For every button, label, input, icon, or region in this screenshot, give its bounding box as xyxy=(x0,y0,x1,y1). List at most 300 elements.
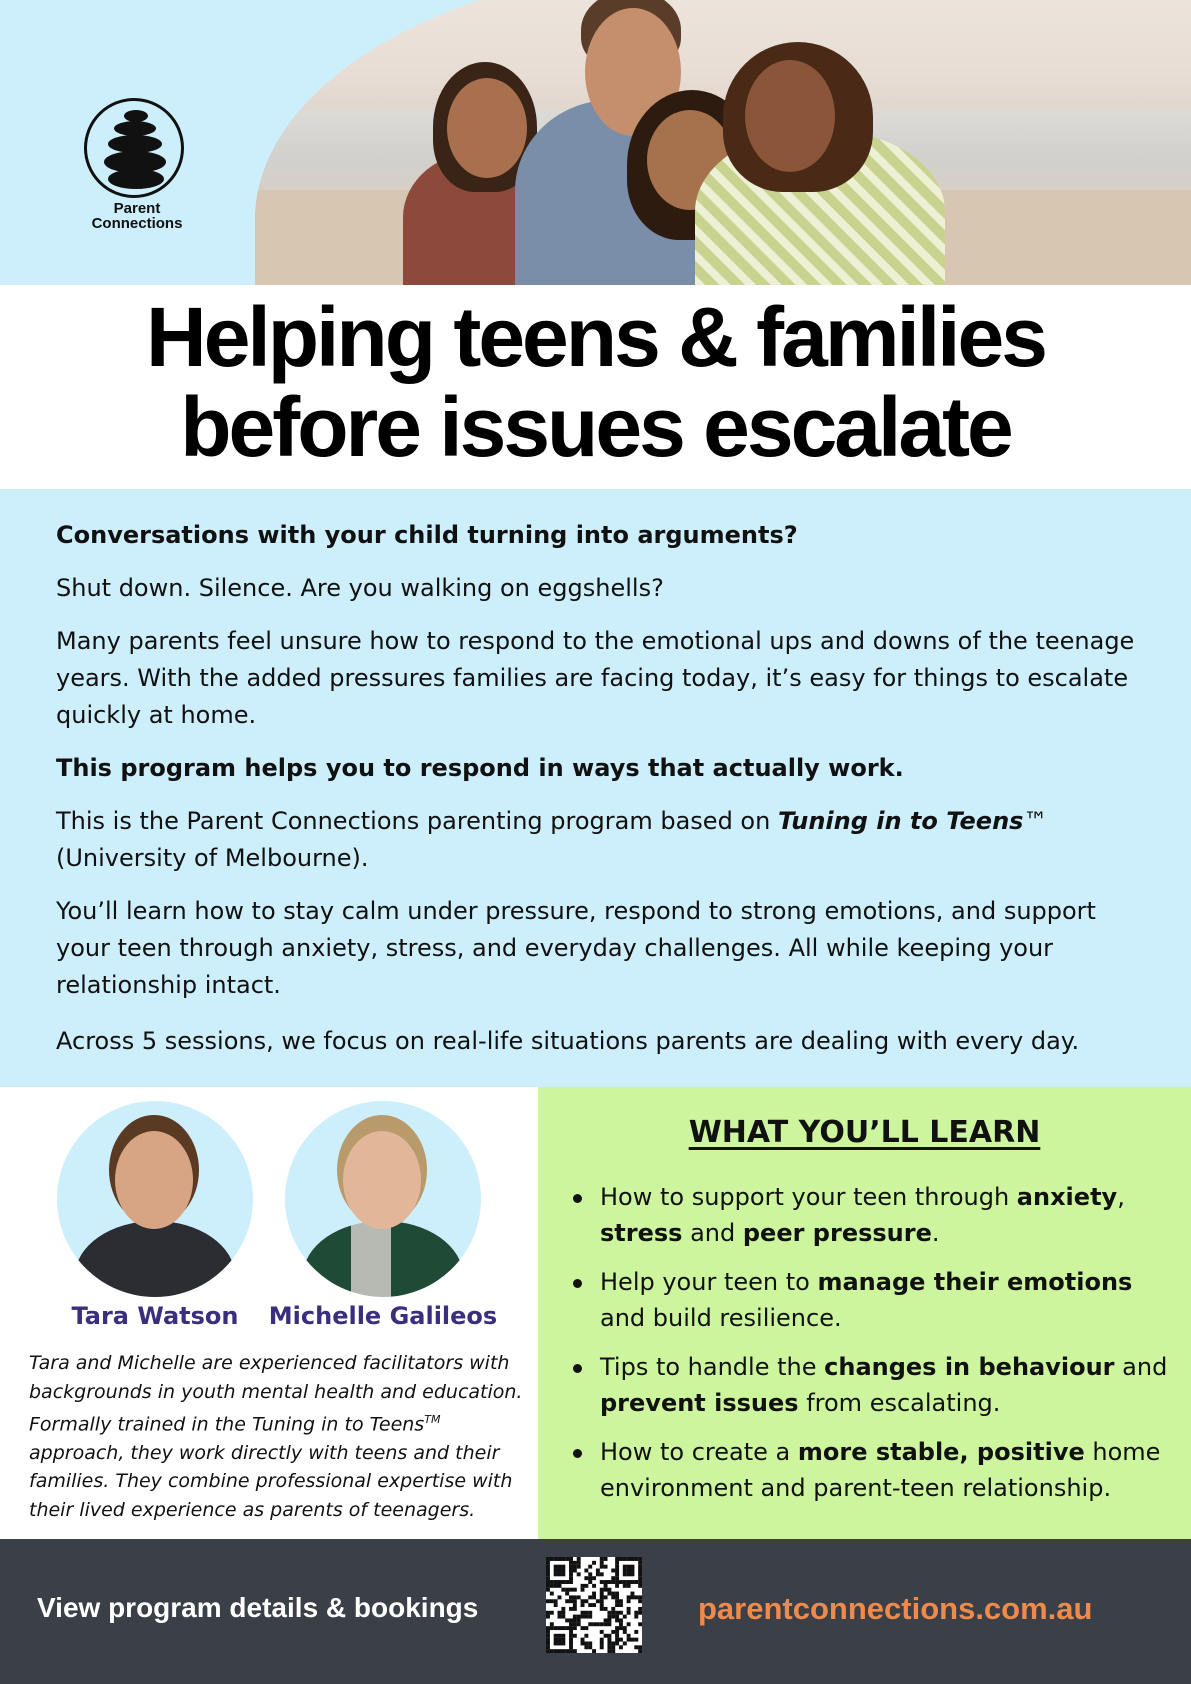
qr-module xyxy=(577,1572,581,1576)
qr-module xyxy=(627,1580,631,1584)
qr-module xyxy=(561,1641,565,1645)
qr-module xyxy=(600,1641,604,1645)
qr-module xyxy=(554,1599,558,1603)
learn-item-emphasis: prevent issues xyxy=(600,1389,799,1417)
qr-module xyxy=(596,1622,600,1626)
qr-module xyxy=(607,1645,611,1649)
qr-module xyxy=(600,1622,604,1626)
qr-module xyxy=(592,1561,596,1565)
qr-module xyxy=(565,1580,569,1584)
qr-module xyxy=(615,1611,619,1615)
qr-module xyxy=(615,1618,619,1622)
qr-module xyxy=(627,1622,631,1626)
qr-module xyxy=(581,1588,585,1592)
avatar-face xyxy=(343,1131,421,1229)
qr-module xyxy=(600,1572,604,1576)
learn-item xyxy=(568,1434,1180,1506)
qr-module xyxy=(634,1557,638,1561)
qr-module xyxy=(630,1557,634,1561)
intro-question: Conversations with your child turning into arguments? xyxy=(56,521,798,549)
qr-module xyxy=(611,1592,615,1596)
qr-module xyxy=(638,1599,642,1603)
qr-module xyxy=(627,1638,631,1642)
learn-list xyxy=(568,1179,1180,1519)
qr-module xyxy=(627,1634,631,1638)
qr-module xyxy=(630,1592,634,1596)
program-name: Tuning in to Teens xyxy=(777,807,1024,835)
qr-module xyxy=(630,1595,634,1599)
qr-module xyxy=(604,1557,608,1561)
qr-module xyxy=(546,1649,550,1653)
logo-line-2: Connections xyxy=(91,215,183,232)
qr-module xyxy=(604,1565,608,1569)
qr-module xyxy=(561,1580,565,1584)
qr-module xyxy=(604,1607,608,1611)
trademark: TM xyxy=(424,1413,441,1426)
qr-module xyxy=(546,1572,550,1576)
qr-module xyxy=(611,1641,615,1645)
qr-module xyxy=(558,1565,562,1569)
qr-module xyxy=(604,1618,608,1622)
facilitator-name: Tara Watson xyxy=(71,1302,239,1330)
bio-text: Tara and Michelle are experienced facilitators with backgrounds in youth mental health and education. Formally trained in the Tuning in to Teens xyxy=(29,1352,523,1436)
qr-module xyxy=(611,1649,615,1653)
qr-module xyxy=(569,1588,573,1592)
qr-module xyxy=(638,1645,642,1649)
qr-module xyxy=(615,1630,619,1634)
qr-module xyxy=(561,1565,565,1569)
learn-item-text: and build resilience. xyxy=(600,1304,842,1332)
learn-item-emphasis: manage their emotions xyxy=(817,1268,1133,1296)
qr-module xyxy=(550,1622,554,1626)
qr-module xyxy=(604,1634,608,1638)
qr-module xyxy=(607,1649,611,1653)
qr-module xyxy=(561,1569,565,1573)
qr-module xyxy=(627,1595,631,1599)
qr-module xyxy=(615,1561,619,1565)
qr-module xyxy=(619,1557,623,1561)
qr-module xyxy=(615,1634,619,1638)
qr-module xyxy=(600,1580,604,1584)
qr-module xyxy=(546,1584,550,1588)
qr-module xyxy=(619,1622,623,1626)
qr-module xyxy=(615,1603,619,1607)
qr-module xyxy=(607,1615,611,1619)
qr-module xyxy=(577,1622,581,1626)
avatar-face xyxy=(115,1131,193,1229)
qr-module xyxy=(615,1580,619,1584)
qr-module xyxy=(558,1584,562,1588)
qr-module xyxy=(638,1576,642,1580)
qr-module xyxy=(623,1565,627,1569)
qr-module xyxy=(569,1557,573,1561)
qr-module xyxy=(573,1569,577,1573)
qr-module xyxy=(615,1626,619,1630)
qr-module xyxy=(619,1645,623,1649)
learn-item xyxy=(568,1179,1180,1251)
qr-module xyxy=(569,1580,573,1584)
qr-module xyxy=(565,1649,569,1653)
learn-item-text: . xyxy=(931,1219,940,1247)
qr-module xyxy=(569,1595,573,1599)
qr-module xyxy=(627,1607,631,1611)
qr-module xyxy=(546,1580,550,1584)
qr-module xyxy=(627,1584,631,1588)
qr-module xyxy=(554,1626,558,1630)
qr-module xyxy=(630,1572,634,1576)
hero-banner xyxy=(0,0,1191,285)
program-text: This is the Parent Connections parenting program based on xyxy=(56,807,778,835)
qr-module xyxy=(584,1626,588,1630)
qr-module xyxy=(581,1611,585,1615)
qr-module xyxy=(619,1599,623,1603)
learn-heading: WHAT YOU’LL LEARN xyxy=(688,1115,1041,1150)
qr-module xyxy=(588,1576,592,1580)
qr-module xyxy=(569,1576,573,1580)
qr-module xyxy=(550,1557,554,1561)
qr-module xyxy=(615,1592,619,1596)
qr-module xyxy=(588,1565,592,1569)
qr-module xyxy=(546,1634,550,1638)
qr-module xyxy=(573,1626,577,1630)
qr-module xyxy=(627,1565,631,1569)
qr-module xyxy=(611,1595,615,1599)
qr-module xyxy=(581,1641,585,1645)
learn-item-emphasis: stress xyxy=(600,1219,683,1247)
qr-module xyxy=(546,1611,550,1615)
qr-module xyxy=(600,1630,604,1634)
qr-module xyxy=(558,1572,562,1576)
qr-module xyxy=(607,1580,611,1584)
qr-module xyxy=(623,1580,627,1584)
qr-module xyxy=(569,1634,573,1638)
qr-module xyxy=(584,1641,588,1645)
qr-module xyxy=(611,1645,615,1649)
qr-module xyxy=(611,1630,615,1634)
qr-module xyxy=(561,1611,565,1615)
qr-module xyxy=(584,1584,588,1588)
qr-module xyxy=(554,1641,558,1645)
qr-module xyxy=(558,1626,562,1630)
photo-person-teen-face xyxy=(447,78,527,178)
qr-module xyxy=(554,1584,558,1588)
qr-module xyxy=(577,1565,581,1569)
qr-code-graphic xyxy=(546,1557,642,1653)
qr-module xyxy=(569,1618,573,1622)
qr-code[interactable] xyxy=(546,1557,642,1653)
qr-module xyxy=(558,1641,562,1645)
qr-module xyxy=(561,1626,565,1630)
qr-module xyxy=(584,1645,588,1649)
qr-module xyxy=(638,1607,642,1611)
qr-module xyxy=(607,1618,611,1622)
qr-module xyxy=(569,1569,573,1573)
qr-module xyxy=(581,1599,585,1603)
qr-module xyxy=(569,1561,573,1565)
qr-module xyxy=(550,1626,554,1630)
qr-module xyxy=(588,1622,592,1626)
qr-module xyxy=(558,1649,562,1653)
qr-module xyxy=(558,1557,562,1561)
qr-module xyxy=(596,1569,600,1573)
qr-module xyxy=(561,1557,565,1561)
qr-module xyxy=(588,1603,592,1607)
learn-item-text: Tips to handle the xyxy=(600,1353,825,1381)
qr-module xyxy=(550,1584,554,1588)
qr-module xyxy=(573,1618,577,1622)
qr-module xyxy=(630,1569,634,1573)
qr-module xyxy=(546,1645,550,1649)
qr-module xyxy=(623,1615,627,1619)
qr-module xyxy=(550,1580,554,1584)
qr-module xyxy=(565,1557,569,1561)
facilitator-name: Michelle Galileos xyxy=(268,1302,498,1330)
learn-item-emphasis: more stable, positive xyxy=(797,1438,1085,1466)
qr-module xyxy=(638,1561,642,1565)
qr-module xyxy=(546,1576,550,1580)
qr-module xyxy=(619,1580,623,1584)
bookings-cta[interactable]: View program details & bookings xyxy=(37,1592,479,1623)
qr-module xyxy=(592,1584,596,1588)
qr-module xyxy=(607,1638,611,1642)
qr-module xyxy=(592,1622,596,1626)
qr-module xyxy=(554,1649,558,1653)
qr-module xyxy=(607,1611,611,1615)
qr-module xyxy=(569,1641,573,1645)
qr-module xyxy=(546,1588,550,1592)
qr-module xyxy=(561,1615,565,1619)
qr-module xyxy=(615,1615,619,1619)
qr-module xyxy=(623,1569,627,1573)
qr-module xyxy=(573,1607,577,1611)
qr-module xyxy=(558,1580,562,1584)
learn-item-text: and xyxy=(682,1219,743,1247)
qr-module xyxy=(573,1565,577,1569)
qr-module xyxy=(634,1580,638,1584)
qr-module xyxy=(558,1638,562,1642)
qr-module xyxy=(573,1588,577,1592)
qr-module xyxy=(558,1569,562,1573)
qr-module xyxy=(546,1565,550,1569)
qr-module xyxy=(569,1599,573,1603)
qr-module xyxy=(627,1557,631,1561)
qr-module xyxy=(600,1565,604,1569)
qr-module xyxy=(577,1561,581,1565)
qr-module xyxy=(592,1603,596,1607)
qr-module xyxy=(550,1592,554,1596)
qr-module xyxy=(623,1572,627,1576)
qr-module xyxy=(588,1615,592,1619)
qr-module xyxy=(546,1557,550,1561)
qr-module xyxy=(607,1592,611,1596)
qr-module xyxy=(607,1622,611,1626)
qr-module xyxy=(630,1638,634,1642)
qr-module xyxy=(546,1630,550,1634)
qr-module xyxy=(554,1572,558,1576)
qr-module xyxy=(611,1580,615,1584)
qr-module xyxy=(565,1592,569,1596)
qr-module xyxy=(569,1626,573,1630)
qr-module xyxy=(546,1641,550,1645)
qr-module xyxy=(634,1611,638,1615)
qr-module xyxy=(604,1595,608,1599)
qr-module xyxy=(600,1603,604,1607)
qr-module xyxy=(554,1580,558,1584)
logo-stone xyxy=(108,169,164,189)
qr-module xyxy=(638,1611,642,1615)
qr-module xyxy=(596,1599,600,1603)
qr-module xyxy=(600,1607,604,1611)
qr-module xyxy=(604,1588,608,1592)
learn-item-text: from escalating. xyxy=(798,1389,1001,1417)
qr-module xyxy=(573,1599,577,1603)
qr-module xyxy=(619,1618,623,1622)
qr-module xyxy=(581,1615,585,1619)
qr-module xyxy=(619,1603,623,1607)
qr-module xyxy=(607,1641,611,1645)
qr-module xyxy=(565,1599,569,1603)
qr-module xyxy=(607,1634,611,1638)
qr-module xyxy=(561,1588,565,1592)
avatar-body xyxy=(75,1221,235,1297)
qr-module xyxy=(615,1565,619,1569)
qr-module xyxy=(615,1595,619,1599)
qr-module xyxy=(627,1599,631,1603)
qr-module xyxy=(611,1615,615,1619)
qr-module xyxy=(615,1638,619,1642)
qr-module xyxy=(623,1641,627,1645)
qr-module xyxy=(565,1588,569,1592)
qr-module xyxy=(638,1557,642,1561)
intro-highlight: This program helps you to respond in ways that actually work. xyxy=(56,754,904,782)
qr-module xyxy=(592,1649,596,1653)
qr-module xyxy=(615,1572,619,1576)
qr-module xyxy=(630,1580,634,1584)
qr-module xyxy=(573,1603,577,1607)
intro-paragraph: You’ll learn how to stay calm under pressure, respond to strong emotions, and support your teen through anxiety, stress, and everyday challenges. All while keeping your relationship intact. xyxy=(56,897,1096,999)
qr-module xyxy=(592,1592,596,1596)
qr-module xyxy=(569,1572,573,1576)
qr-module xyxy=(581,1584,585,1588)
qr-module xyxy=(554,1569,558,1573)
qr-module xyxy=(584,1576,588,1580)
qr-module xyxy=(561,1638,565,1642)
qr-module xyxy=(565,1618,569,1622)
qr-module xyxy=(611,1576,615,1580)
intro-program-source xyxy=(56,803,1156,877)
learn-item-emphasis: anxiety xyxy=(1016,1183,1118,1211)
qr-module xyxy=(600,1557,604,1561)
qr-module xyxy=(634,1615,638,1619)
qr-module xyxy=(600,1599,604,1603)
qr-module xyxy=(592,1595,596,1599)
learn-item-emphasis: changes in behaviour xyxy=(824,1353,1115,1381)
qr-module xyxy=(558,1595,562,1599)
bio-text-end: approach, they work directly with teens and their families. They combine professional expertise with their lived experience as parents of teenagers. xyxy=(29,1441,513,1521)
qr-module xyxy=(611,1611,615,1615)
qr-module xyxy=(561,1572,565,1576)
qr-module xyxy=(588,1641,592,1645)
qr-module xyxy=(573,1561,577,1565)
qr-module xyxy=(584,1615,588,1619)
qr-module xyxy=(638,1569,642,1573)
qr-module xyxy=(565,1626,569,1630)
qr-module xyxy=(573,1649,577,1653)
qr-module xyxy=(573,1595,577,1599)
qr-module xyxy=(558,1611,562,1615)
qr-module xyxy=(584,1599,588,1603)
qr-module xyxy=(600,1595,604,1599)
qr-module xyxy=(623,1630,627,1634)
qr-module xyxy=(569,1622,573,1626)
qr-module xyxy=(573,1634,577,1638)
qr-module xyxy=(638,1649,642,1653)
title-line-1: Helping teens & families xyxy=(146,290,1045,384)
qr-module xyxy=(554,1603,558,1607)
qr-module xyxy=(573,1622,577,1626)
footer-bar xyxy=(0,1539,1191,1684)
qr-module xyxy=(611,1569,615,1573)
intro-section xyxy=(0,489,1191,1087)
qr-module xyxy=(623,1626,627,1630)
photo-person-mother-face xyxy=(745,60,835,172)
qr-module xyxy=(596,1572,600,1576)
family-photo xyxy=(255,0,1191,285)
logo-line-1: Parent xyxy=(113,200,161,217)
facilitator-bio xyxy=(29,1349,529,1524)
qr-module xyxy=(546,1569,550,1573)
qr-module xyxy=(630,1565,634,1569)
avatar xyxy=(57,1101,253,1297)
learn-item-text: , xyxy=(1117,1183,1125,1211)
qr-module xyxy=(634,1638,638,1642)
qr-module xyxy=(638,1580,642,1584)
learn-item-text: How to create a xyxy=(600,1438,798,1466)
qr-module xyxy=(619,1611,623,1615)
qr-module xyxy=(627,1569,631,1573)
intro-paragraph: Shut down. Silence. Are you walking on eggshells? xyxy=(56,574,664,602)
qr-module xyxy=(550,1611,554,1615)
qr-module xyxy=(554,1557,558,1561)
qr-module xyxy=(581,1638,585,1642)
learn-item-text: home environment and parent-teen relationship. xyxy=(600,1438,1161,1502)
learn-item-text: Help your teen to xyxy=(600,1268,818,1296)
qr-module xyxy=(558,1634,562,1638)
qr-module xyxy=(558,1615,562,1619)
qr-module xyxy=(600,1588,604,1592)
qr-module xyxy=(569,1645,573,1649)
qr-module xyxy=(588,1611,592,1615)
qr-module xyxy=(588,1595,592,1599)
qr-module xyxy=(604,1622,608,1626)
website-link[interactable]: parentconnections.com.au xyxy=(698,1591,1093,1626)
learn-item-text: and xyxy=(1114,1353,1168,1381)
qr-module xyxy=(569,1565,573,1569)
qr-module xyxy=(546,1561,550,1565)
learn-item xyxy=(568,1264,1180,1336)
qr-module xyxy=(600,1561,604,1565)
qr-module xyxy=(638,1584,642,1588)
qr-module xyxy=(619,1638,623,1642)
qr-module xyxy=(584,1634,588,1638)
qr-module xyxy=(577,1557,581,1561)
intro-paragraph: Across 5 sessions, we focus on real-life situations parents are dealing with every day. xyxy=(56,1027,1080,1055)
qr-module xyxy=(561,1649,565,1653)
qr-module xyxy=(569,1638,573,1642)
qr-module xyxy=(634,1630,638,1634)
qr-module xyxy=(584,1569,588,1573)
qr-module xyxy=(638,1622,642,1626)
